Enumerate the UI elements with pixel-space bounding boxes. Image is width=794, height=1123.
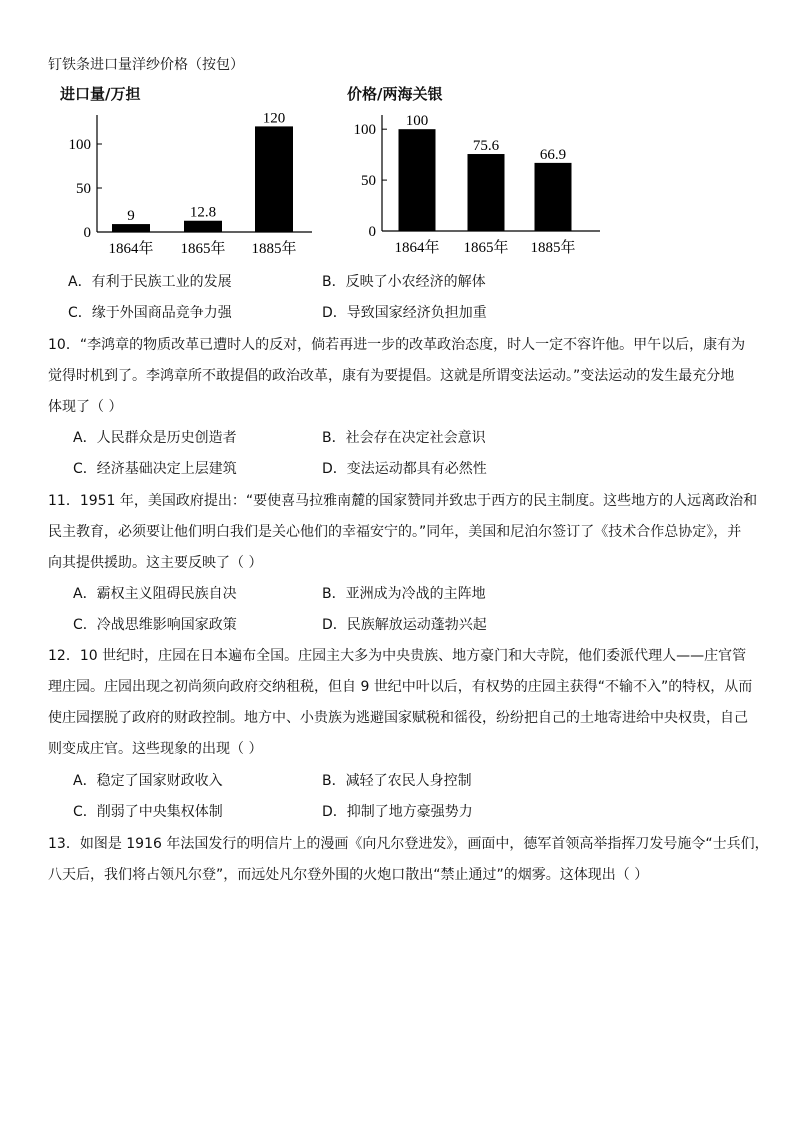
q10-stem-line-3: 体现了（ ） <box>48 399 123 415</box>
q9-option-b[interactable]: B．反映了小农经济的解体 <box>322 274 486 290</box>
q12-stem-line-1: 12．10 世纪时，庄园在日本遍布全国。庄园主大多为中央贵族、地方豪门和大寺院，他们委派代理人——庄官管 <box>48 648 747 664</box>
q10-option-d[interactable]: D．变法运动都具有必然性 <box>322 461 487 477</box>
q11-stem-line-2: 民主教育，必须要让他们明白我们是关心他们的幸福安宁的。”同年，美国和尼泊尔签订了《技术合作总协定》，并 <box>48 524 742 540</box>
q12-stem-line-4: 则变成庄官。这些现象的出现（ ） <box>48 741 263 757</box>
chart1 <box>50 100 340 265</box>
chart1-ytick-label: 0 <box>83 225 91 241</box>
chart2-ytick-label: 100 <box>353 122 376 139</box>
q10-option-b[interactable]: B．社会存在决定社会意识 <box>322 430 486 446</box>
q9-option-a[interactable]: A．有利于民族工业的发展 <box>68 274 232 290</box>
q10-option-c[interactable]: C．经济基础决定上层建筑 <box>73 461 237 477</box>
q9-option-c[interactable]: C．缘于外国商品竞争力强 <box>68 305 232 321</box>
chart1-ylabel: 进口量/万担 <box>60 85 141 103</box>
chart1-bar <box>112 224 150 232</box>
q11-stem-line-3: 向其提供援助。这主要反映了（ ） <box>48 555 263 571</box>
chart1-value-label: 120 <box>262 110 286 127</box>
chart2-ylabel: 价格/两海关银 <box>347 85 443 103</box>
chart1-bar <box>255 126 293 232</box>
chart1-category-label: 1865年 <box>180 241 226 257</box>
q11-option-a[interactable]: A．霸权主义阻碍民族自决 <box>73 586 237 602</box>
q11-stem-line-1: 11．1951 年，美国政府提出：“要使喜马拉雅南麓的国家赞同并致忠于西方的民主制度。这些地方的人远离政治和 <box>48 493 758 509</box>
chart1-value-label: 12.8 <box>189 204 217 221</box>
chart2-bar <box>468 154 505 231</box>
chart2-value-label: 100 <box>405 113 429 130</box>
chart1-value-label: 9 <box>127 208 135 225</box>
q10-stem-line-2: 觉得时机到了。李鸿章所不敢提倡的政治改革，康有为要提倡。这就是所谓变法运动。”变法运动的发生最充分地 <box>48 368 735 384</box>
q11-option-c[interactable]: C．冷战思维影响国家政策 <box>73 617 237 633</box>
figure-caption: 钉铁条进口量洋纱价格（按包） <box>48 57 244 73</box>
chart2-category-label: 1865年 <box>463 240 509 256</box>
chart2-value-label: 75.6 <box>472 138 500 155</box>
q12-option-a[interactable]: A．稳定了国家财政收入 <box>73 773 223 789</box>
chart1-category-label: 1885年 <box>251 241 297 257</box>
q12-option-b[interactable]: B．减轻了农民人身控制 <box>322 773 472 789</box>
chart1-ytick-label: 100 <box>68 137 91 153</box>
q13-stem-line-1: 13．如图是 1916 年法国发行的明信片上的漫画《向凡尔登进发》，画面中，德军首领高举指挥刀发号施令“士兵们， <box>48 836 769 852</box>
q11-option-d[interactable]: D．民族解放运动蓬勃兴起 <box>322 617 487 633</box>
q11-option-b[interactable]: B．亚洲成为冷战的主阵地 <box>322 586 486 602</box>
q9-option-d[interactable]: D．导致国家经济负担加重 <box>322 305 487 321</box>
q13-stem-line-2: 八天后，我们将占领凡尔登”，而远处凡尔登外围的火炮口散出“禁止通过”的烟雾。这体现出（ ） <box>48 867 649 883</box>
q10-option-a[interactable]: A．人民群众是历史创造者 <box>73 430 237 446</box>
q12-stem-line-3: 使庄园摆脱了政府的财政控制。地方中、小贵族为逃避国家赋税和徭役，纷纷把自己的土地寄进给中央权贵，自己 <box>48 710 748 726</box>
chart2-ytick-label: 0 <box>368 224 376 240</box>
chart2-category-label: 1864年 <box>394 240 440 256</box>
chart2-category-label: 1885年 <box>530 240 576 256</box>
q12-option-d[interactable]: D．抑制了地方豪强势力 <box>322 804 473 820</box>
chart1-category-label: 1864年 <box>108 241 154 257</box>
chart1-ytick-label: 50 <box>76 181 91 197</box>
chart2-bar <box>535 163 572 231</box>
chart1-bar <box>184 221 222 232</box>
chart2 <box>338 100 613 265</box>
q10-stem-line-1: 10．“李鸿章的物质改革已遭时人的反对，倘若再进一步的改革政治态度，时人一定不容许他。甲午以后，康有为 <box>48 337 746 353</box>
q12-option-c[interactable]: C．削弱了中央集权体制 <box>73 804 223 820</box>
chart2-ytick-label: 50 <box>361 173 376 190</box>
q12-stem-line-2: 理庄园。庄园出现之初尚须向政府交纳租税，但自 9 世纪中叶以后，有权势的庄园主获得“不输不入”的特权，从而 <box>48 679 753 695</box>
chart2-bar <box>399 129 436 231</box>
chart2-value-label: 66.9 <box>539 146 567 163</box>
